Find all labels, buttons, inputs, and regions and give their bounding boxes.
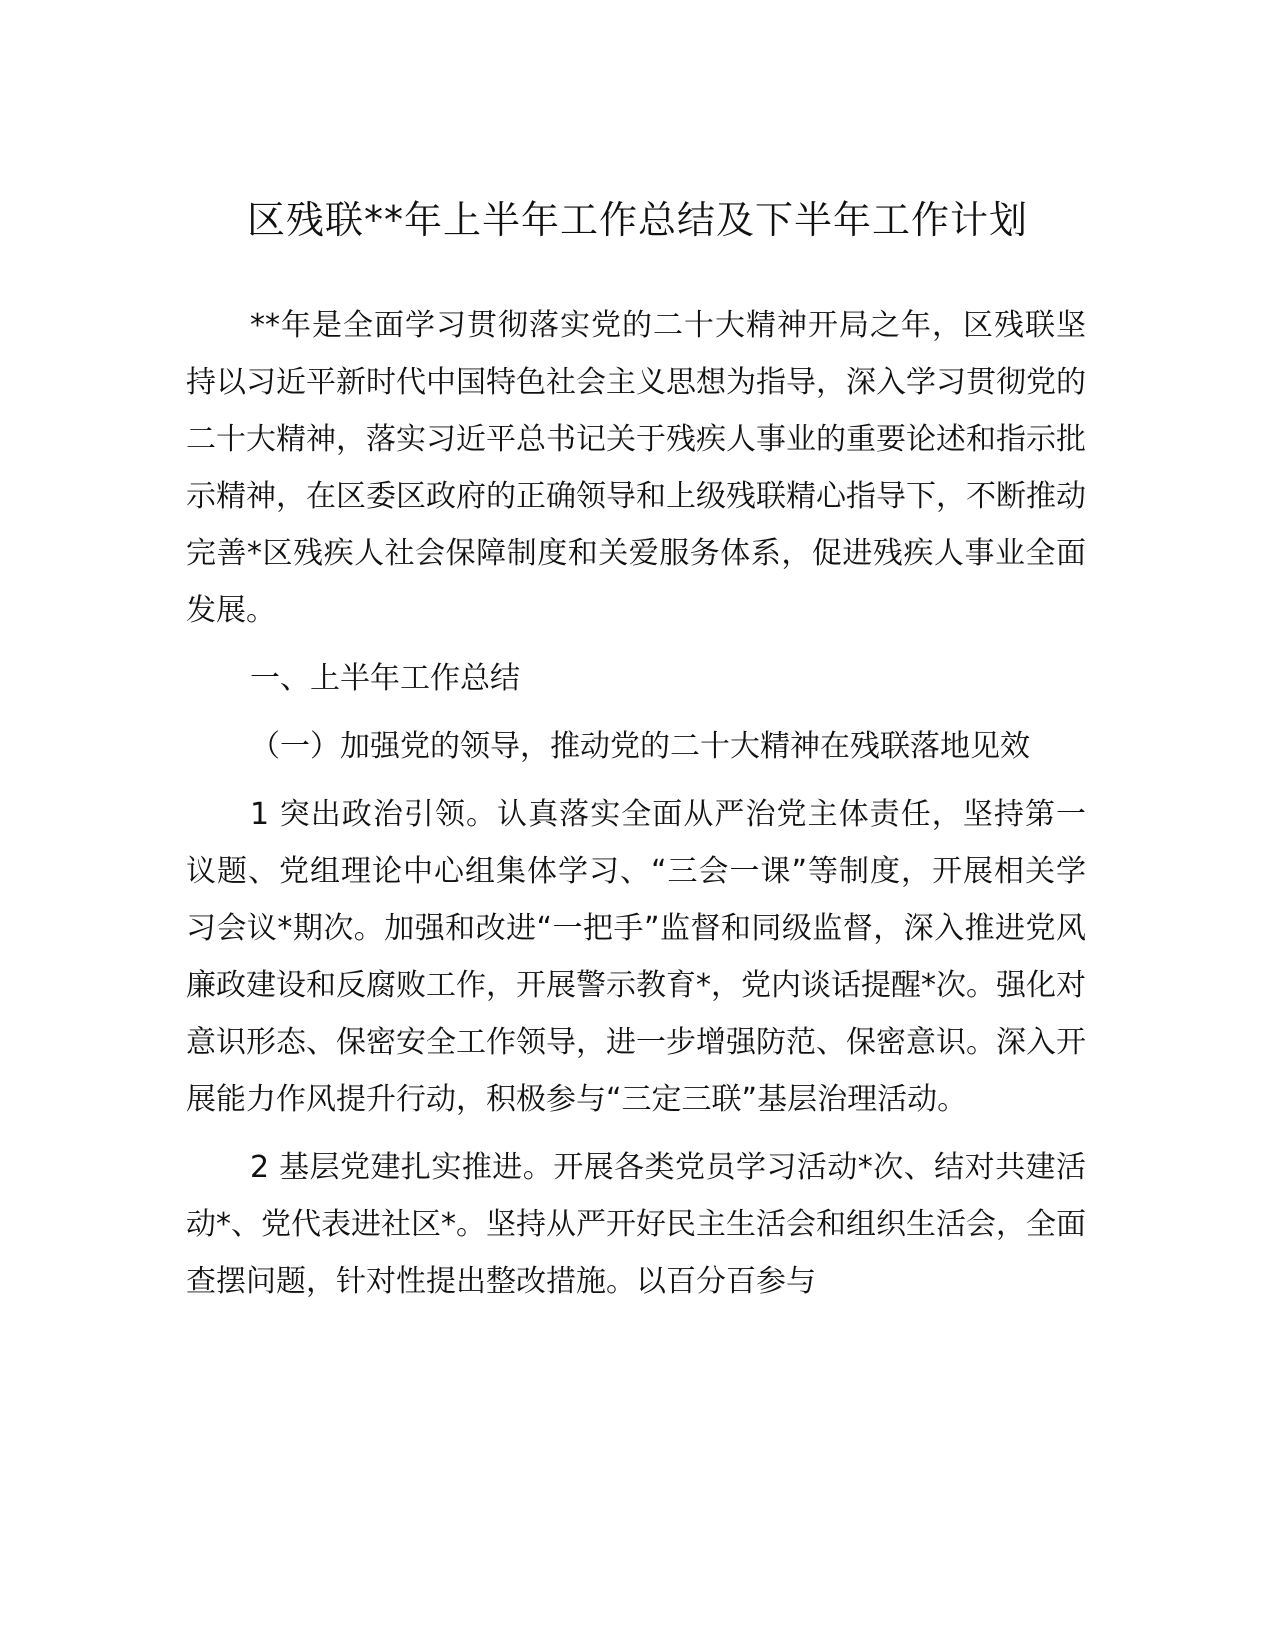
document-body: [186, 297, 1086, 1310]
intro-paragraph: **年是全面学习贯彻落实党的二十大精神开局之年，区残联坚持以习近平新时代中国特色社会主义思想为指导，深入学习贯彻党的二十大精神，落实习近平总书记关于残疾人事业的重要论述和指示批示精神，在区委区政府的正确领导和上级残联精心指导下，不断推动完善*区残疾人社会保障制度和关爱服务体系，促进残疾人事业全面发展。: [186, 308, 1086, 628]
section-heading-1: 一、上半年工作总结: [250, 661, 520, 696]
subsection-heading-1: （一）加强党的领导，推动党的二十大精神在残联落地见效: [250, 729, 1030, 764]
paragraph-item-1: 1 突出政治引领。认真落实全面从严治党主体责任，坚持第一议题、党组理论中心组集体学习、“三会一课”等制度，开展相关学习会议*期次。加强和改进“一把手”监督和同级监督，深入推进党风廉政建设和反腐败工作，开展警示教育*，党内谈话提醒*次。强化对意识形态、保密安全工作领导，进一步增强防范、保密意识。深入开展能力作风提升行动，积极参与“三定三联”基层治理活动。: [186, 797, 1086, 1117]
document-title: 区残联**年上半年工作总结及下半年工作计划: [246, 198, 1028, 242]
paragraph-item-2: 2 基层党建扎实推进。开展各类党员学习活动*次、结对共建活动*、党代表进社区*。坚持从严开好民主生活会和组织生活会，全面查摆问题，针对性提出整改措施。以百分百参与: [186, 1150, 1086, 1299]
